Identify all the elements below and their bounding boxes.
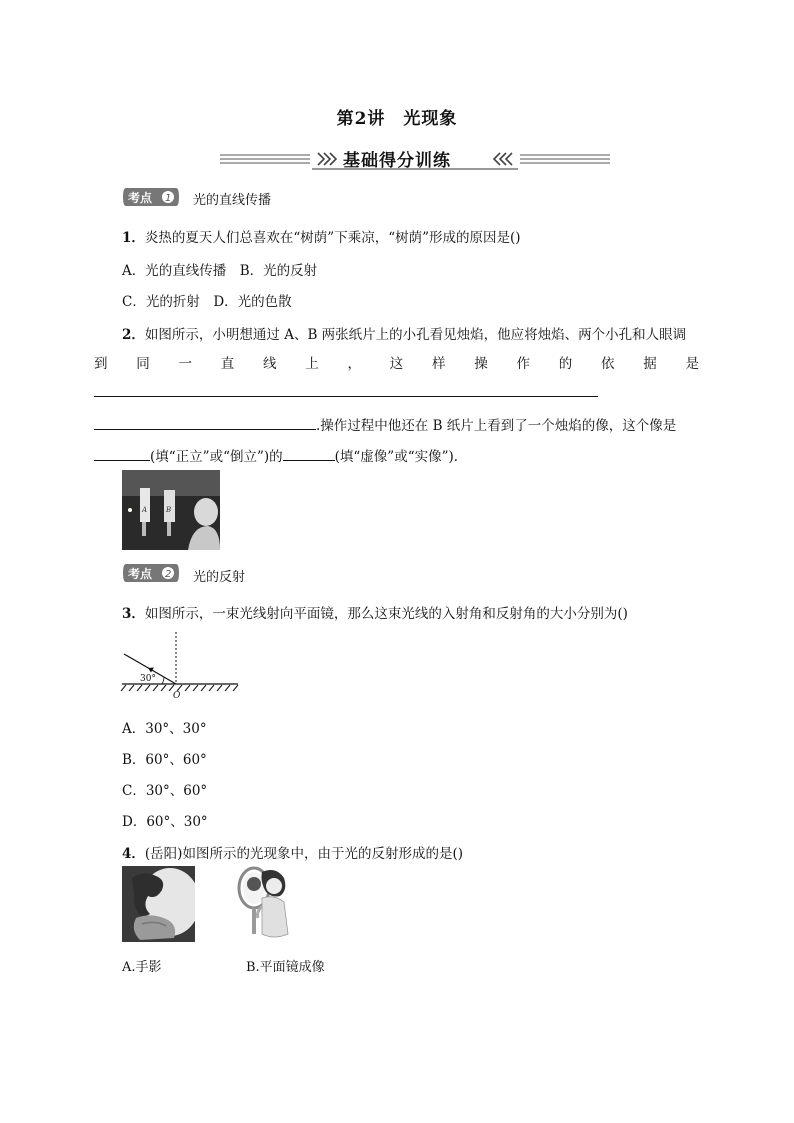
page-title: 第2讲 光现象 [336, 109, 458, 129]
section-2-title: 光的反射 [193, 570, 246, 585]
question-text-line-1: 如图所示，小明想通过 A、B 两张纸片上的小孔看见烛焰，他应将烛焰、两个小孔和人眼调 [144, 327, 687, 343]
question-text: (岳阳)如图所示的光现象中，由于光的反射形成的是() [144, 846, 463, 862]
hand-shadow-photo [122, 866, 195, 942]
caption-b: B.平面镜成像 [246, 960, 325, 975]
question-number: 2． [122, 327, 145, 343]
section-1-title: 光的直线传播 [193, 193, 272, 208]
question-4 [122, 842, 463, 862]
q3-option-a: A．30°、30° [122, 721, 207, 737]
mirror-girl-illustration [232, 862, 292, 944]
question-number: 3． [122, 606, 145, 622]
q3-option-c: C．30°、60° [122, 783, 208, 799]
answer-blank-long[interactable] [94, 396, 598, 397]
question-2 [122, 323, 686, 343]
pinhole-experiment-photo [122, 470, 220, 550]
answer-blank-2[interactable] [94, 446, 150, 461]
question-2-line-4: (填“正立”或“倒立”)的 (填“虚像”或“实像”)． [94, 445, 467, 465]
question-text: 炎热的夏天人们总喜欢在“树荫”下乘凉，“树荫”形成的原因是() [144, 230, 521, 246]
q3-option-b: B．60°、60° [122, 752, 207, 768]
question-3 [122, 602, 628, 622]
question-number: 4． [122, 846, 145, 862]
kaodian-badge-1 [122, 187, 180, 207]
q3-option-d: D．60°、30° [122, 814, 208, 830]
question-number: 1． [122, 230, 145, 246]
question-2-line-2: 到 同 一 直 线 上 ， 这 样 操 作 的 依 据 是 [94, 356, 699, 372]
question-1 [122, 226, 521, 246]
question-2-line-3: .操作过程中他还在 B 纸片上看到了一个烛焰的像，这个像是 [94, 414, 676, 434]
answer-blank-3[interactable] [283, 446, 335, 461]
answer-blank-1[interactable] [94, 415, 316, 430]
paper-label-a: A [142, 506, 148, 514]
q1-options-row-2: C．光的折射 D．光的色散 [122, 294, 292, 310]
svg-text:考点: 考点 [128, 191, 153, 205]
point-label-o: O [173, 691, 181, 701]
question-text: 如图所示，一束光线射向平面镜，那么这束光线的入射角和反射角的大小分别为() [144, 606, 628, 622]
caption-a: A.手影 [122, 960, 162, 975]
svg-text:2: 2 [165, 569, 172, 580]
mirror-reflection-diagram [118, 630, 244, 702]
angle-label: 30° [140, 674, 156, 684]
svg-text:考点: 考点 [128, 567, 153, 581]
section-banner-title: 基础得分训练 [343, 151, 451, 171]
kaodian-badge-2 [122, 563, 180, 583]
q1-options-row-1: A．光的直线传播 B．光的反射 [122, 263, 318, 279]
paper-label-b: B [166, 506, 172, 514]
svg-text:1: 1 [165, 193, 172, 204]
